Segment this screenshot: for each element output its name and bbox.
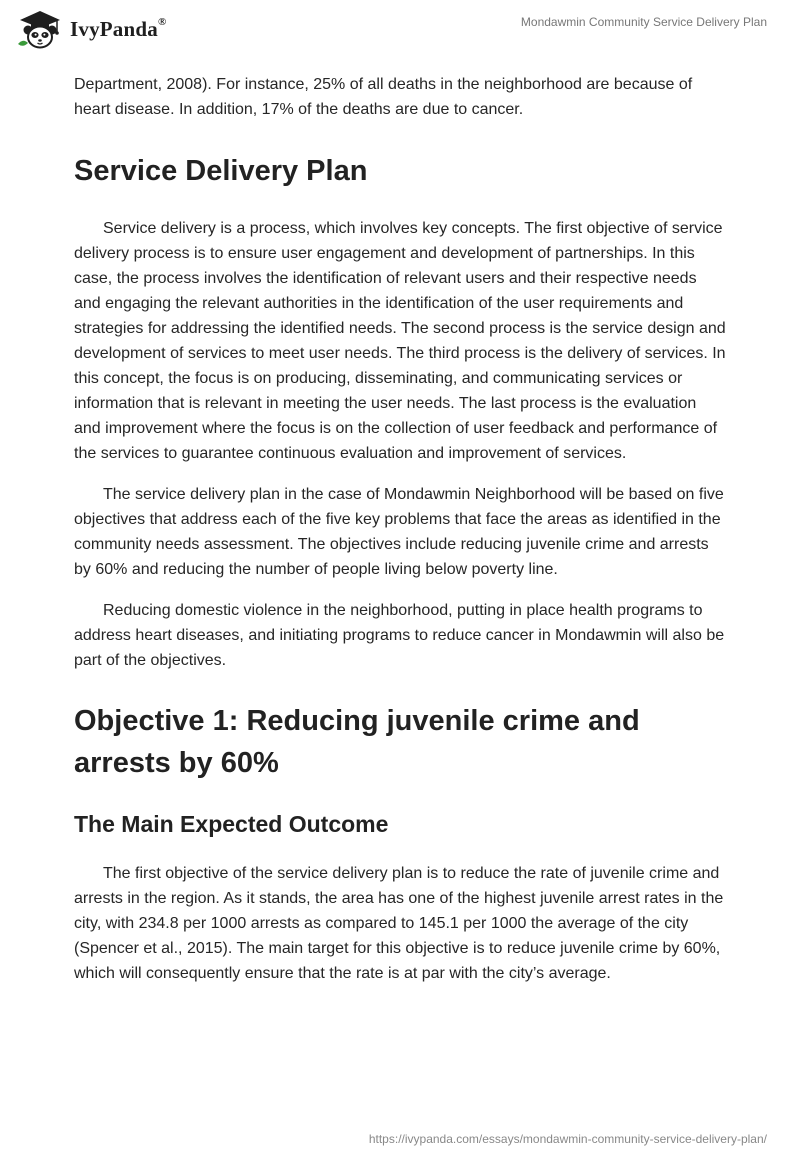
document-title: Mondawmin Community Service Delivery Plan <box>520 15 767 29</box>
paragraph: Reducing domestic violence in the neighborhood, putting in place health programs to address heart diseases, and initiating programs to reduce cancer in Mondawmin will also be part of the objectives. <box>74 602 725 669</box>
brand-name: IvyPanda® <box>70 15 167 41</box>
panda-graduate-icon <box>14 8 64 50</box>
source-url[interactable]: https://ivypanda.com/essays/mondawmin-community-service-delivery-plan/ <box>368 1132 767 1146</box>
page-header <box>0 0 800 60</box>
paragraph: The service delivery plan in the case of Mondawmin Neighborhood will be based on five objectives that address each of the five key problems that face the areas as identified in the community needs assessment. The objectives include reducing juvenile crime and arrests by 60% and reducing the number of people living below poverty line. <box>74 486 724 578</box>
section-heading-objective-1: Objective 1: Reducing juvenile crime and arrests by 60% <box>74 705 640 779</box>
subheading-expected-outcome: The Main Expected Outcome <box>74 811 389 837</box>
article-body <box>74 72 726 986</box>
paragraph: Service delivery is a process, which involves key concepts. The first objective of service delivery process is to ensure user engagement and development of partnerships. In this case, the process involves the identification of relevant users and their respective needs and engaging the relevant authorities in the identification of the user requirements and strategies for addressing the identified needs. The second process is the service design and development of services to meet user needs. The third process is the delivery of services. In this concept, the focus is on producing, disseminating, and communicating services or information that is relevant in meeting the user needs. The last process is the evaluation and improvement where the focus is on the collection of user feedback and performance of the services to guarantee continuous evaluation and improvement of services. <box>74 220 726 462</box>
ivypanda-logo[interactable] <box>14 8 166 50</box>
paragraph: The first objective of the service delivery plan is to reduce the rate of juvenile crime and arrests in the region. As it stands, the area has one of the highest juvenile arrest rates in the city, with 234.8 per 1000 arrests as compared to 145.1 per 1000 the average of the city (Spencer et al., 2015). The main target for this objective is to reduce juvenile crime by 60%, which will consequently ensure that the rate is at par with the city’s average. <box>74 865 724 982</box>
section-heading-service-delivery-plan: Service Delivery Plan <box>74 155 368 187</box>
intro-paragraph: Department, 2008). For instance, 25% of all deaths in the neighborhood are because of heart disease. In addition, 17% of the deaths are due to cancer. <box>74 76 693 118</box>
